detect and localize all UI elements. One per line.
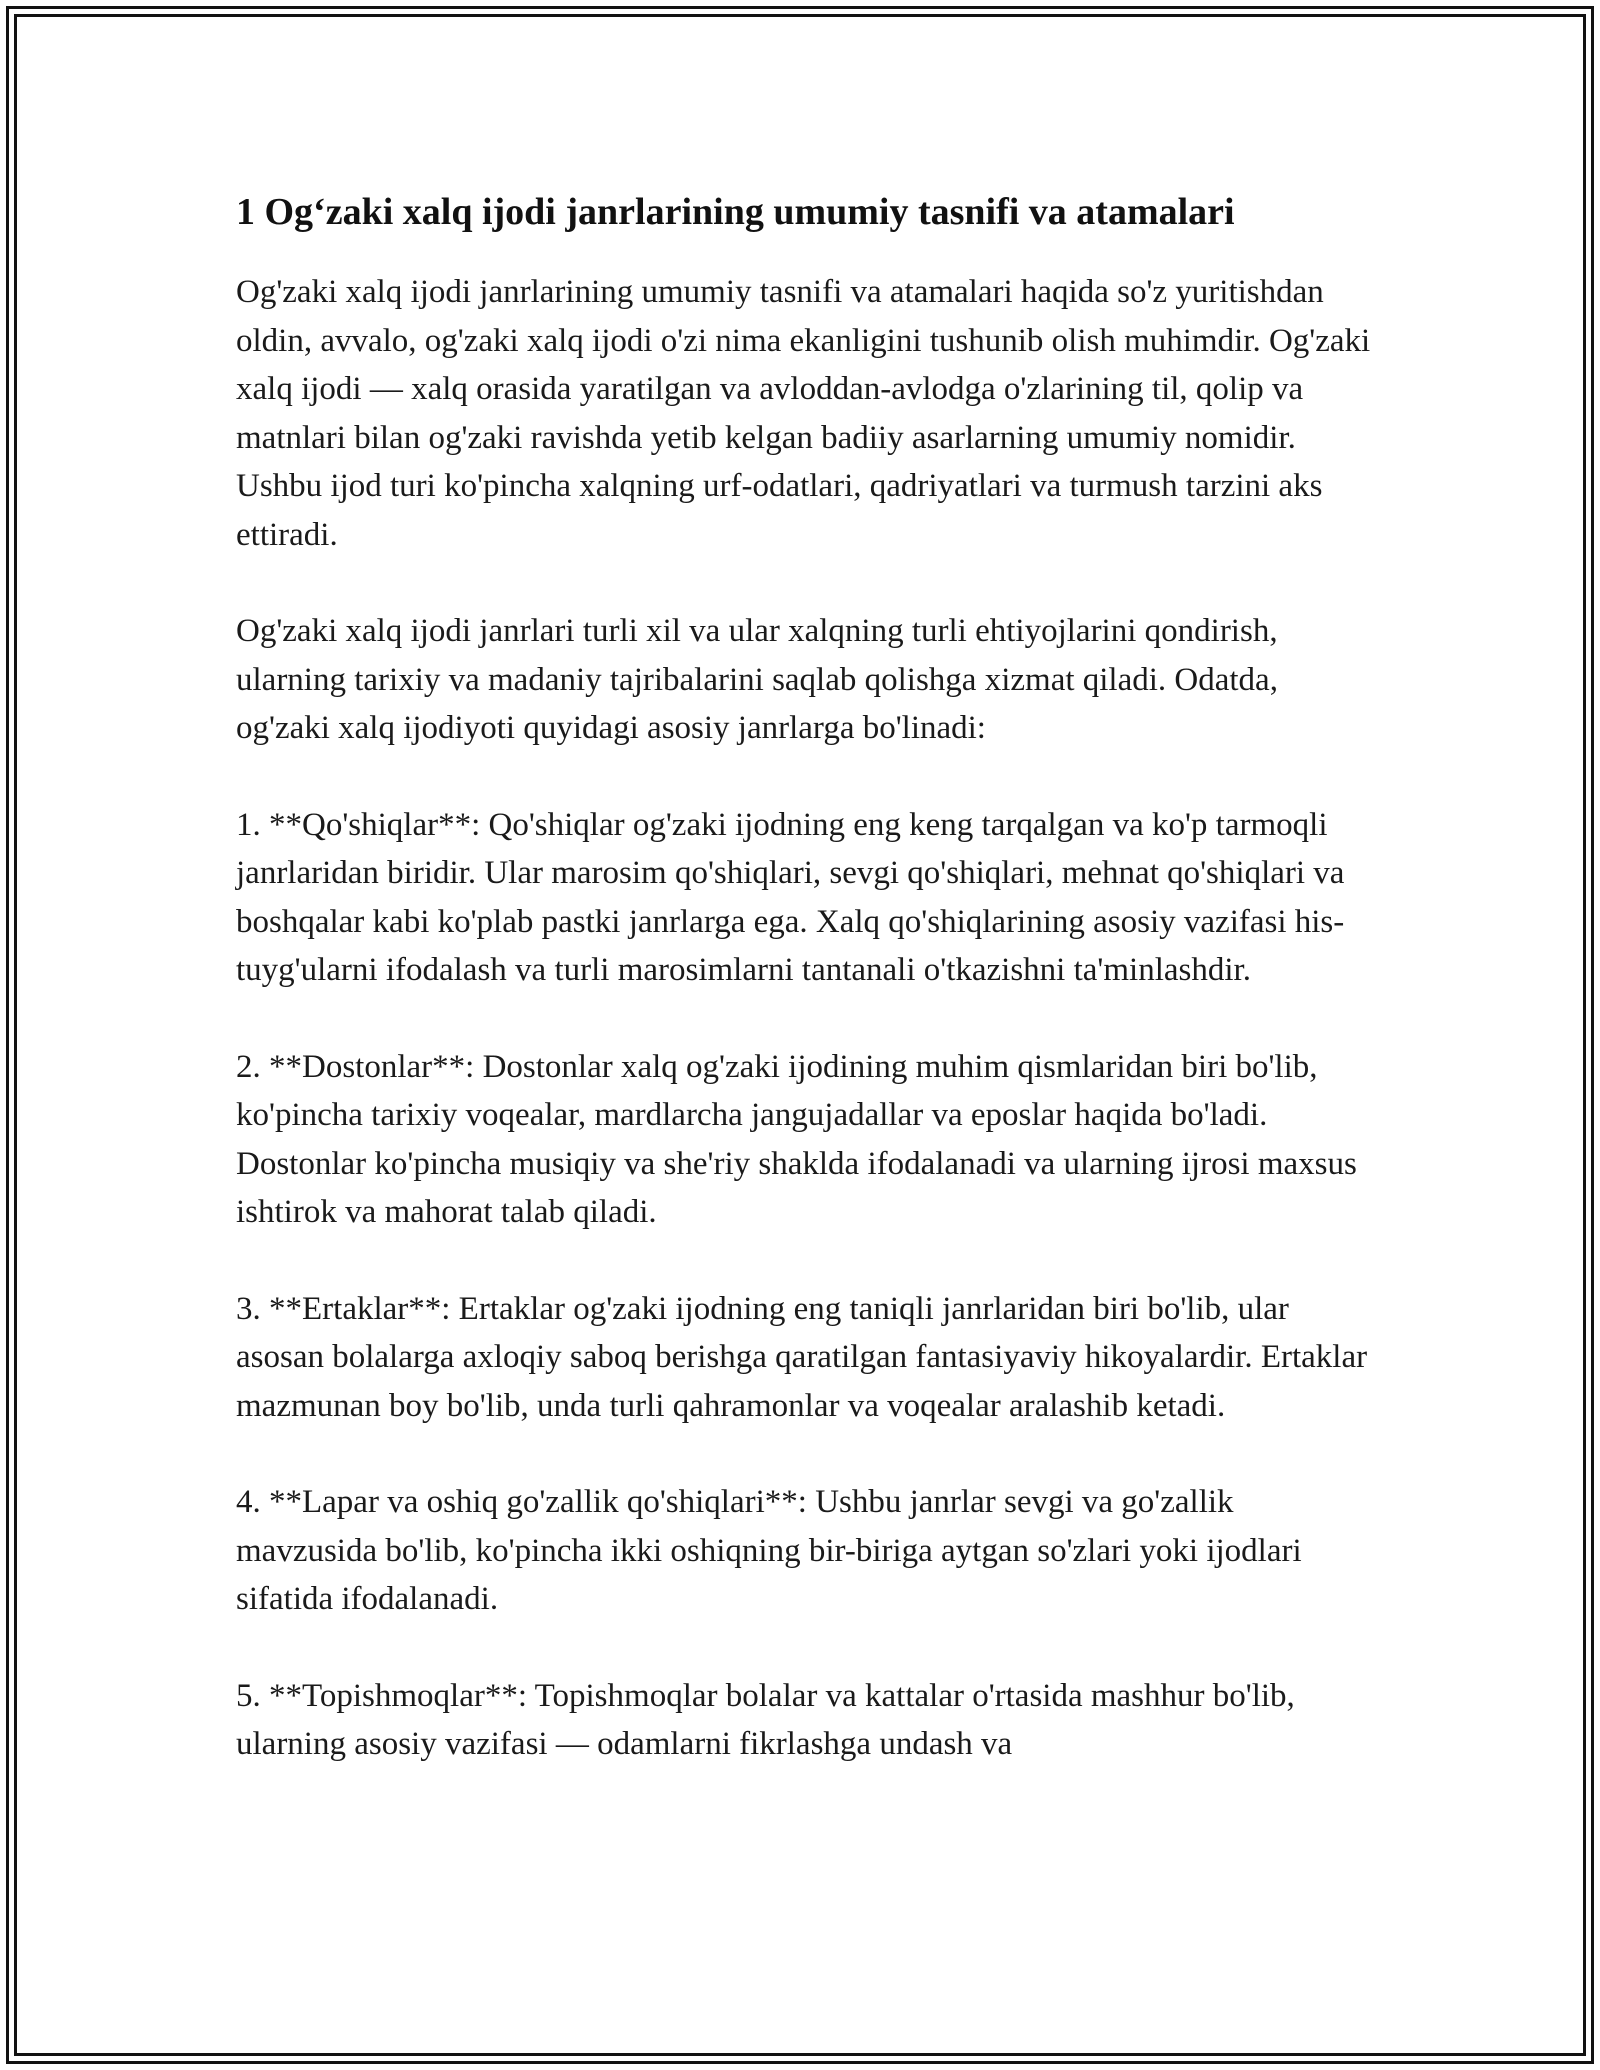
paragraph-genres-overview: Og'zaki xalq ijodi janrlari turli xil va ular xalqning turli ehtiyojlarini qondirish, ularning tarixiy va madaniy tajribalarini saqlab qolishga xizmat qiladi. Odatda, og'zaki xalq ijodiyoti quyidagi asosiy janrlarga bo'linadi: xyxy=(236,613,1278,746)
list-item-epics: 2. **Dostonlar**: Dostonlar xalq og'zaki ijodining muhim qismlaridan biri bo'lib, ko'pincha tarixiy voqealar, mardlarcha jangujadallar va eposlar haqida bo'ladi. Dostonlar ko'pincha musiqiy va she'riy shaklda ifodalanadi va ularning ijrosi maxsus ishtirok va mahorat talab qiladi. xyxy=(236,1048,1357,1230)
page-title: 1 Og‘zaki xalq ijodi janrlarining umumiy tasnifi va atamalari xyxy=(236,191,1235,233)
list-item-riddles: 5. **Topishmoqlar**: Topishmoqlar bolalar va kattalar o'rtasida mashhur bo'lib, ularning asosiy vazifasi — odamlarni fikrlashga undash va xyxy=(236,1677,1295,1762)
paragraph-intro: Og'zaki xalq ijodi janrlarining umumiy tasnifi va atamalari haqida so'z yuritishdan oldin, avvalo, og'zaki xalq ijodi o'zi nima ekanligini tushunib olish muhimdir. Og'zaki xalq ijodi — xalq orasida yaratilgan va avloddan-avlodga o'zlarining til, qolip va matnlari bilan og'zaki ravishda yetib kelgan badiiy asarlarning umumiy nomidir. Ushbu ijod turi ko'pincha xalqning urf-odatlari, qadriyatlari va turmush tarzini aks ettiradi. xyxy=(236,274,1371,553)
list-item-songs: 1. **Qo'shiqlar**: Qo'shiqlar og'zaki ijodning eng keng tarqalgan va ko'p tarmoqli janrlaridan biridir. Ular marosim qo'shiqlari, sevgi qo'shiqlari, mehnat qo'shiqlari va boshqalar kabi ko'plab pastki janrlarga ega. Xalq qo'shiqlarining asosiy vazifasi his-tuyg'ularni ifodalash va turli marosimlarni tantanali o'tkazishni ta'minlashdir. xyxy=(236,806,1345,988)
document-body xyxy=(236,186,1376,1817)
list-item-fairy-tales: 3. **Ertaklar**: Ertaklar og'zaki ijodning eng taniqli janrlaridan biri bo'lib, ular asosan bolalarga axloqiy saboq berishga qaratilgan fantasiyaviy hikoyalardir. Ertaklar mazmunan boy bo'lib, unda turli qahramonlar va voqealar aralashib ketadi. xyxy=(236,1290,1368,1424)
list-item-love-songs: 4. **Lapar va oshiq go'zallik qo'shiqlari**: Ushbu janrlar sevgi va go'zallik mavzusida bo'lib, ko'pincha ikki oshiqning bir-biriga aytgan so'zlari yoki ijodlari sifatida ifodalanadi. xyxy=(236,1484,1302,1617)
